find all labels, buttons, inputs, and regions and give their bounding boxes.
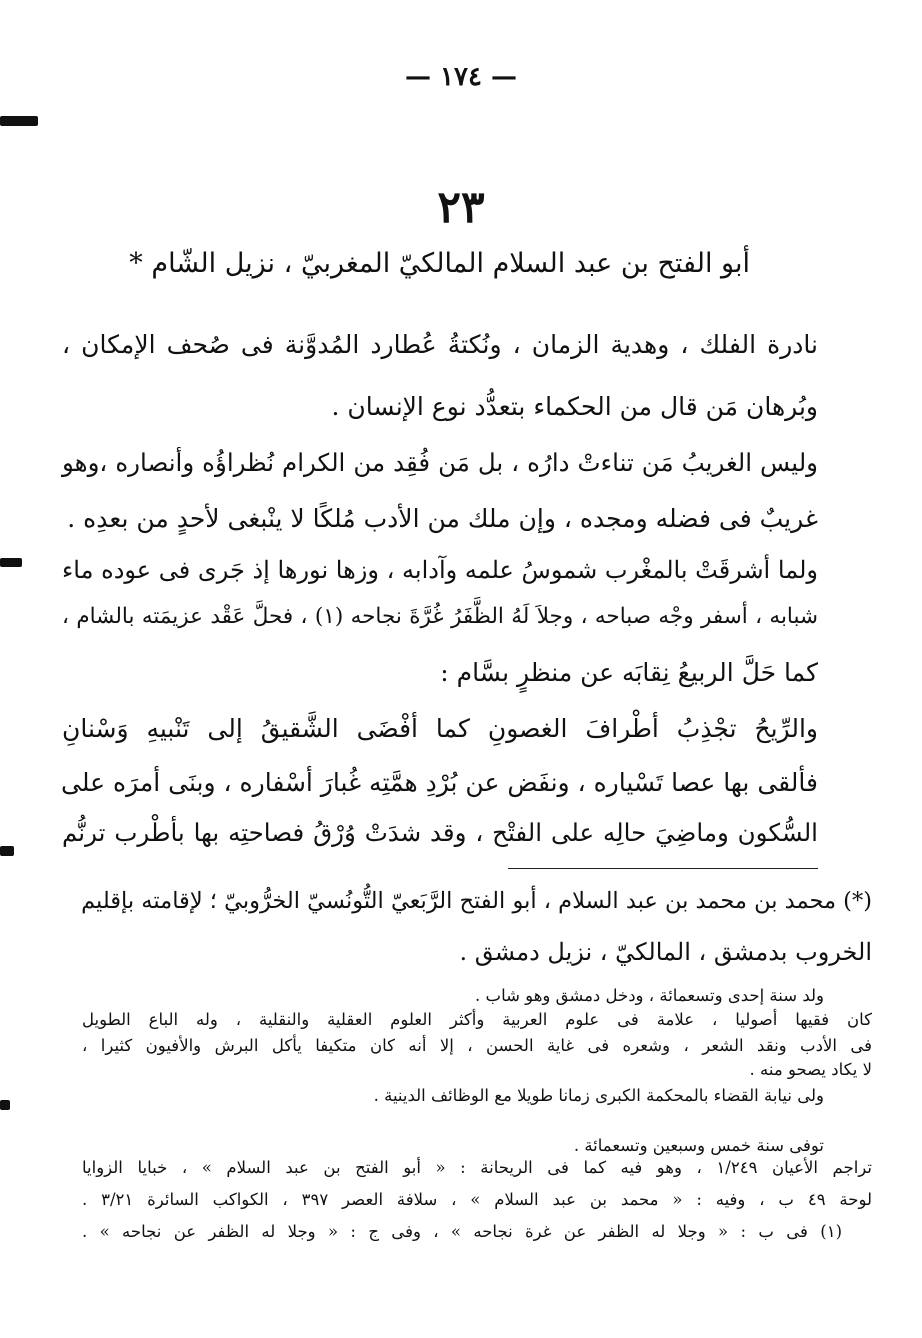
footnote-line: ولد سنة إحدى وتسعمائة ، ودخل دمشق وهو شاب . xyxy=(475,986,824,1005)
footnote-separator xyxy=(508,868,818,869)
body-line: وبُرهان مَن قال من الحكماء بتعدُّد نوع الإنسان . xyxy=(331,392,818,421)
verse-line: والرِّيحُ تجْذِبُ أطْرافَ الغصونِ كما أفْضَى الشَّقيقُ إلى تَنْبيهِ وَسْنانِ xyxy=(62,714,818,743)
margin-mark xyxy=(0,558,22,567)
footnote-line: لوحة ٤٩ ب ، وفيه : « محمد بن عبد السلام » ، سلافة العصر ٣٩٧ ، الكواكب السائرة ٣/٢١ . xyxy=(82,1190,873,1209)
body-line: وليس الغريبُ مَن تناءتْ دارُه ، بل مَن فُقِد من الكرام نُظراؤُه وأنصاره ،وهو xyxy=(62,448,818,477)
body-line: غريبٌ فى فضله ومجده ، وإن ملك من الأدب مُلكًا لا ينْبغى لأحدٍ من بعدِه . xyxy=(67,504,818,533)
body-line: السُّكون وماضِيَ حالِه على الفتْح ، وقد شدَتْ وُرْقُ فصاحتِه بها بأطْرب ترنُّم xyxy=(62,818,818,847)
footnote-line: لا يكاد يصحو منه . xyxy=(749,1060,872,1079)
body-line: فألقى بها عصا تَسْياره ، ونفَض عن بُرْدِ همَّتِه غُبارَ أسْفاره ، وبنَى أمرَه على xyxy=(61,768,818,797)
margin-mark xyxy=(0,1100,10,1110)
biography-number: ٢٣ xyxy=(437,182,485,233)
biography-title: أبو الفتح بن عبد السلام المالكيّ المغربيّ ، نزيل الشّام * xyxy=(129,248,750,279)
body-line: نادرة الفلك ، وهدية الزمان ، ونُكتةُ عُطارد المُدوَّنة فى صُحف الإمكان ، xyxy=(62,330,818,359)
body-line: كما حَلَّ الربيعُ نِقابَه عن منظرٍ بسَّام : xyxy=(440,658,818,687)
footnote-line: فى الأدب ونقد الشعر ، وشعره فى غاية الحسن ، إلا أنه كان متكيفا يأكل البرش والأفيون كثيرا ، xyxy=(82,1036,872,1055)
footnote-line: (١) فى ب : « وجلا له الظفر عن غرة نجاحه » ، وفى ج : « وجلا له الظفر عن نجاحه » . xyxy=(82,1222,842,1241)
margin-mark xyxy=(0,846,14,856)
footnote-line: تراجم الأعيان ١/٢٤٩ ، وهو فيه كما فى الريحانة : « أبو الفتح بن عبد السلام » ، خبايا الزوايا xyxy=(82,1158,872,1177)
margin-mark xyxy=(0,116,38,126)
body-line: ولما أشرقَتْ بالمغْرب شموسُ علمه وآدابه ، وزها نورها إذ جَرى فى عوده ماء xyxy=(62,556,818,584)
footnote-line: (*) محمد بن محمد بن عبد السلام ، أبو الفتح الرَّبَعيّ التُّونُسيّ الخرُّوبيّ ؛ لإقامته بإقليم xyxy=(81,888,872,914)
body-line: شبابه ، أسفر وجْه صباحه ، وجلاَ لَهُ الظَّفَرُ غُرَّةَ نجاحه (١) ، فحلَّ عَقْد عزيمَته بالشام ، xyxy=(62,604,818,629)
footnote-line: كان فقيها أصوليا ، علامة فى علوم العربية وأكثر العلوم العقلية والنقلية ، وله الباع الطويل xyxy=(82,1010,872,1029)
footnote-line: الخروب بدمشق ، المالكيّ ، نزيل دمشق . xyxy=(459,938,872,966)
page-number: — ١٧٤ — xyxy=(404,62,518,92)
footnote-line: توفى سنة خمس وسبعين وتسعمائة . xyxy=(573,1136,824,1155)
footnote-line: ولى نيابة القضاء بالمحكمة الكبرى زمانا طويلا مع الوظائف الدينية . xyxy=(373,1086,824,1105)
